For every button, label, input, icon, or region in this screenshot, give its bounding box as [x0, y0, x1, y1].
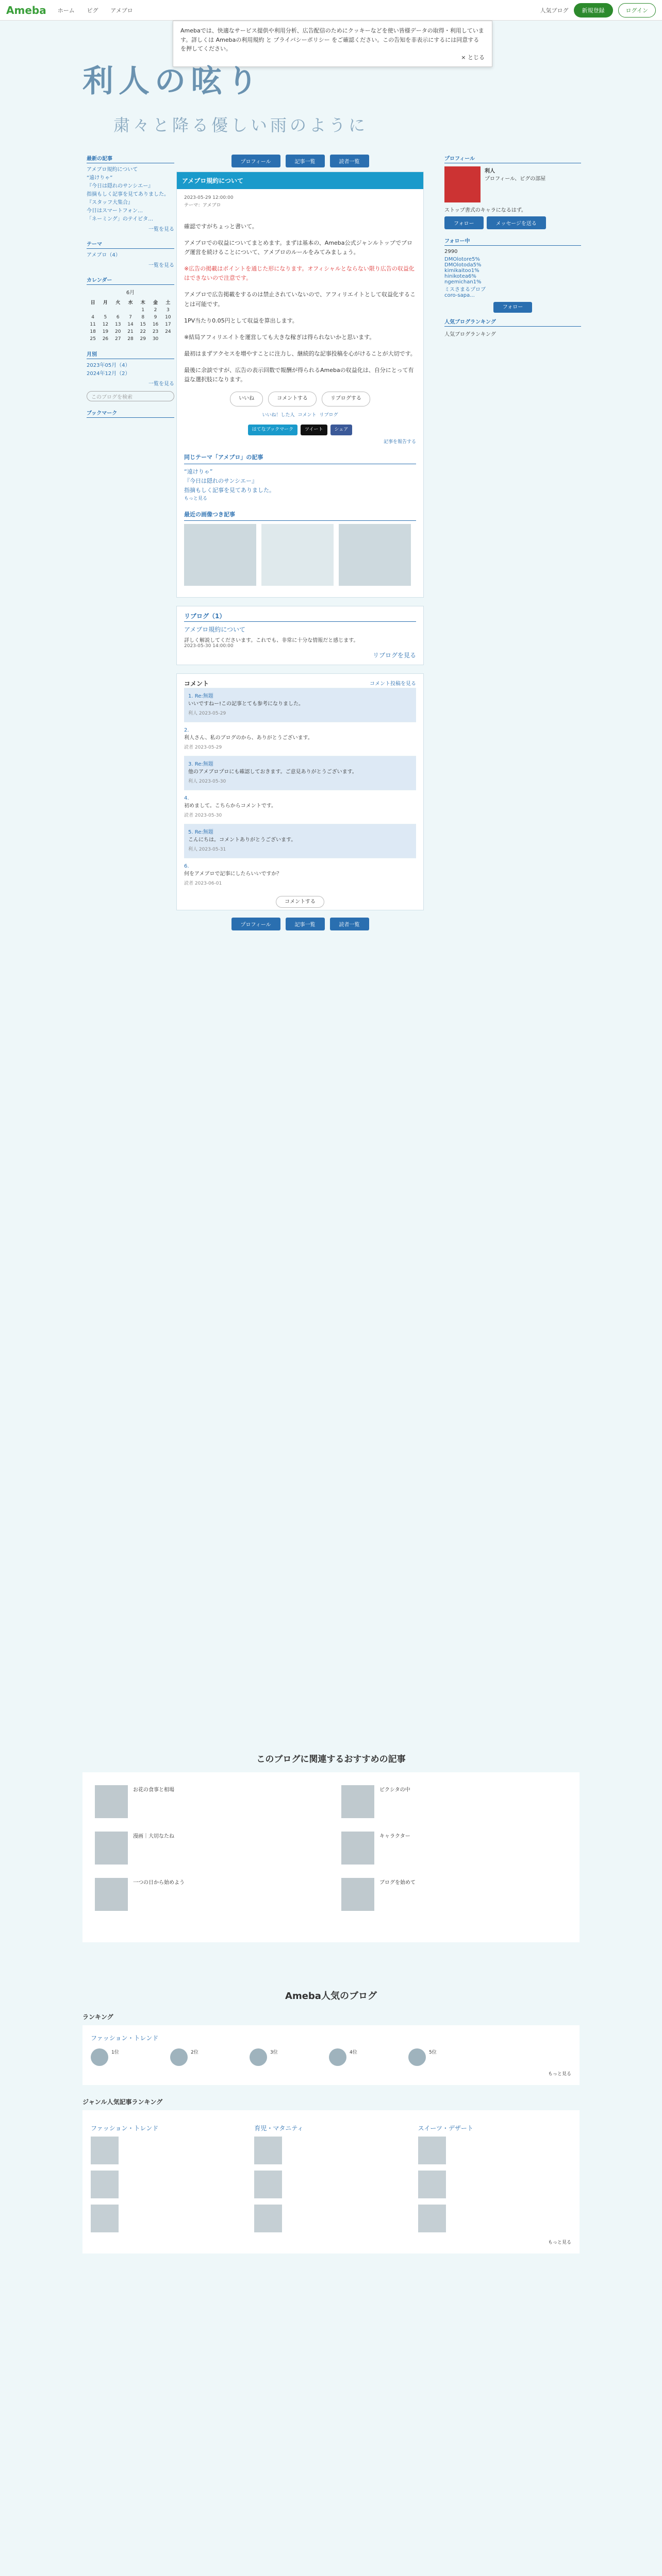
day-header: 金 — [153, 300, 158, 306]
genre-thumb — [91, 2171, 119, 2198]
genre-thumb — [91, 2205, 119, 2232]
comment-item — [184, 756, 416, 790]
rank-label: 1位 — [111, 2050, 119, 2055]
cal-day — [162, 335, 174, 343]
genre-column-title[interactable]: スイーツ・デザート — [418, 2125, 473, 2132]
day-header: 月 — [103, 300, 108, 306]
post-theme[interactable]: テーマ：アメブロ — [184, 202, 221, 208]
cal-day: 16 — [152, 322, 159, 327]
genre-item[interactable] — [254, 2205, 407, 2232]
rank-label: 4位 — [350, 2050, 357, 2055]
comments-heading: コメント — [184, 680, 209, 687]
rank-avatar — [170, 2048, 188, 2066]
comment-button[interactable]: コメントする — [268, 392, 317, 406]
following-item[interactable]: kimikaitoo1% — [444, 268, 479, 274]
following-item[interactable]: ミスさまるプロブ — [444, 287, 486, 293]
cal-day: 1 — [141, 308, 145, 313]
signup-button[interactable]: 新規登録 — [574, 3, 613, 18]
cal-day: 13 — [114, 322, 121, 327]
comment-date: 2023-05-30 — [198, 778, 226, 784]
comment-item — [184, 824, 416, 858]
recent-more-link[interactable]: 一覧を見る — [148, 227, 174, 232]
bookmark-heading[interactable]: ブックマーク — [87, 409, 174, 418]
recommended-item[interactable] — [95, 1785, 321, 1818]
comments-more-link[interactable]: コメント投稿を見る — [370, 681, 416, 687]
comment-user[interactable]: 利人 — [188, 778, 198, 784]
cal-day: 14 — [127, 322, 134, 327]
tweet-button[interactable]: ツイート — [301, 425, 327, 435]
day-header: 木 — [140, 300, 145, 306]
post-paragraph: アメブロで広告掲載をするのは禁止されていないので、アフィリエイトとして収益化することは可能です。 — [184, 291, 416, 308]
cal-day — [124, 307, 137, 314]
following-item[interactable]: ngemichan1% — [444, 279, 482, 285]
cal-day — [87, 307, 99, 314]
day-header: 水 — [128, 300, 133, 306]
comment-text: こんにちは。コメントありがとうございます。 — [188, 837, 296, 843]
reblog-button[interactable]: リブログする — [322, 392, 370, 406]
rank-label: 5位 — [429, 2050, 437, 2055]
genre-item[interactable] — [254, 2137, 407, 2164]
comment-user[interactable]: 読者 — [184, 880, 194, 886]
nav-pigg[interactable]: ピグ — [87, 7, 98, 14]
genre-thumb — [254, 2171, 282, 2198]
genre-column-title[interactable]: ファッション・トレンド — [91, 2125, 159, 2132]
ranking-more-link[interactable]: もっと見る — [548, 2072, 571, 2077]
image-post-thumb[interactable] — [184, 524, 256, 586]
cal-day: 3 — [166, 308, 170, 313]
rank-avatar — [250, 2048, 267, 2066]
reblog-text: 詳しく解説してくださいます。これでも、非常に十分な情報だと感じます。 — [184, 637, 359, 643]
cal-day: 5 — [104, 315, 107, 320]
cal-day: 27 — [114, 336, 121, 342]
cal-day: 9 — [154, 315, 157, 320]
cal-day: 7 — [129, 315, 132, 320]
cal-day: 15 — [140, 322, 146, 327]
rank-item[interactable] — [170, 2048, 242, 2066]
recent-item[interactable]: 『スタッフ大集合』 — [87, 200, 133, 206]
nav-profile-button[interactable]: プロフィール — [231, 155, 280, 167]
rank-item[interactable] — [250, 2048, 322, 2066]
cal-day: 28 — [127, 336, 134, 342]
post-paragraph: 確認ですがちょっと書いて。 — [184, 223, 258, 230]
rec-title: お花の食事と相場 — [133, 1787, 174, 1793]
recent-item[interactable]: アメブロ規約について — [87, 167, 138, 173]
genre-thumb — [418, 2205, 446, 2232]
archive-heading: 月別 — [87, 350, 174, 359]
likers-link[interactable]: いいね！した人 — [262, 412, 295, 418]
cal-day — [112, 307, 124, 314]
comment-number: 3. Re:無題 — [188, 761, 213, 767]
nav-entries-button[interactable]: 記事一覧 — [286, 155, 325, 167]
reblog-date: 2023-05-30 14:00:00 — [184, 643, 234, 649]
genre-item[interactable] — [91, 2205, 244, 2232]
recommended-item[interactable] — [95, 1832, 321, 1865]
following-item[interactable]: DMOlotore5% — [444, 257, 481, 262]
archive-item[interactable]: 2024年12月（2） — [87, 371, 130, 377]
recent-heading: 最新の記事 — [87, 154, 174, 163]
comment-user[interactable]: 読者 — [184, 812, 194, 818]
related-item[interactable]: 『今日は隠れのサンシエー』 — [184, 477, 258, 484]
recommended-heading: このブログに関連するおすすめの記事 — [256, 1754, 406, 1765]
ameba-logo[interactable]: Ameba — [6, 4, 46, 16]
comment-date: 2023-05-30 — [194, 812, 222, 818]
cal-day: 4 — [91, 315, 94, 320]
following-item[interactable]: DMOlotoda5% — [444, 262, 482, 268]
nav-entries-button[interactable]: 記事一覧 — [286, 918, 325, 930]
genre-item[interactable] — [91, 2137, 244, 2164]
cal-day: 10 — [165, 315, 171, 320]
top-bar — [0, 0, 662, 21]
rec-thumb — [341, 1832, 374, 1865]
genre-more-link[interactable]: もっと見る — [548, 2240, 571, 2245]
related-heading: 同じテーマ「アメブロ」の記事 — [184, 453, 416, 464]
comment-item — [184, 722, 416, 756]
recent-item[interactable]: 今日はスマートフォン… — [87, 208, 143, 214]
ranking-category[interactable]: ファッション・トレンド — [91, 2035, 159, 2042]
popular-heading: Ameba人気のブログ — [285, 1991, 377, 2002]
day-header: 土 — [166, 300, 171, 306]
recent-item[interactable]: “遠けりゃ” — [87, 175, 113, 181]
cal-day: 29 — [140, 336, 146, 342]
rec-title: 漫画｜大切なたね — [133, 1834, 174, 1839]
recommended-item[interactable] — [341, 1832, 567, 1865]
blog-nav — [176, 155, 424, 167]
like-button[interactable]: いいね — [230, 392, 263, 406]
profile-heading: プロフィール — [444, 154, 581, 163]
cal-day: 30 — [152, 336, 159, 342]
report-link[interactable]: 記事を報告する — [383, 439, 416, 445]
post-paragraph: 1PV当たり0.05円として収益を算出します。 — [184, 317, 298, 324]
blog-header — [82, 57, 495, 160]
post-actions — [184, 392, 416, 406]
cal-day — [99, 307, 111, 314]
following-heading: フォロー中 — [444, 236, 581, 246]
archive-more-link[interactable]: 一覧を見る — [148, 381, 174, 387]
reblogs-link[interactable]: リブログ — [319, 412, 338, 418]
calendar-month: 6月 — [126, 290, 135, 296]
profile-bio: ストップ書式のキャラになるはず。 — [444, 208, 526, 213]
post-paragraph: ※結局アフィリエイトを運営しても大きな稼ぎは得られないかと思います。 — [184, 333, 375, 341]
share-button[interactable]: シェア — [330, 425, 353, 435]
hatena-button[interactable]: はてなブックマーク — [248, 425, 297, 435]
post-paragraph: ※広告の掲載はポイントを通じた形になります。オフィシャルとならない限り広告の収益化はできないので注意です。 — [184, 265, 415, 282]
cal-day: 20 — [114, 329, 121, 334]
top-nav — [58, 6, 143, 14]
comment-item — [184, 790, 416, 824]
cal-day: 23 — [152, 329, 159, 334]
image-post-thumb[interactable] — [339, 524, 411, 586]
recent-item[interactable]: 指摘もしく記事を見てありました。 — [87, 192, 169, 197]
calendar — [87, 298, 174, 343]
message-button[interactable]: メッセージを送る — [487, 216, 546, 229]
avatar[interactable] — [444, 166, 481, 202]
nav-readers-button[interactable]: 読者一覧 — [330, 918, 369, 930]
calendar-heading: カレンダー — [87, 276, 174, 285]
cal-day: 18 — [90, 329, 96, 334]
reblog-title[interactable]: アメブロ規約について — [184, 625, 246, 633]
login-button[interactable]: ログイン — [618, 3, 656, 18]
rec-thumb — [341, 1785, 374, 1818]
follow-cta-button[interactable]: フォロー — [493, 302, 533, 313]
cal-day: 22 — [140, 329, 146, 334]
rec-title: ピクシタの中 — [379, 1787, 410, 1793]
ranking-title: ランキング — [82, 2013, 113, 2021]
comment-number: 4. — [184, 795, 189, 801]
profile-name[interactable]: 利人 — [485, 168, 495, 174]
reblog-heading: リブログ（1） — [184, 612, 416, 622]
genre-thumb — [254, 2137, 282, 2164]
comment-user[interactable]: 利人 — [188, 710, 198, 716]
nav-readers-button[interactable]: 読者一覧 — [330, 155, 369, 167]
comment-text: 利人さん、私のブログのから、ありがとうございます。 — [184, 735, 313, 741]
recent-item[interactable]: 『今日は隠れのサンシエー』 — [87, 183, 154, 189]
blog-search-input[interactable]: このブログを検索 — [87, 391, 174, 401]
rank-item[interactable] — [408, 2048, 481, 2066]
post-date: 2023-05-29 12:00:00 — [184, 195, 234, 200]
comment-number: 5. Re:無題 — [188, 829, 213, 835]
recommended-item[interactable] — [341, 1785, 567, 1818]
rec-thumb — [95, 1878, 128, 1911]
recommended-section — [82, 1754, 580, 1942]
popular-section — [82, 1989, 580, 2253]
comment-date: 2023-05-31 — [198, 846, 226, 852]
comment-text: 初めまして。こちらからコメントです。 — [184, 803, 276, 809]
left-sidebar — [87, 147, 174, 421]
ranking-link[interactable]: 人気ブログランキング — [444, 332, 496, 337]
genre-thumb — [418, 2137, 446, 2164]
comment-date: 2023-05-29 — [198, 710, 226, 716]
rank-avatar — [91, 2048, 108, 2066]
comment-number: 1. Re:無題 — [188, 693, 213, 699]
image-posts-heading: 最近の画像つき記事 — [184, 510, 416, 521]
rank-item[interactable] — [91, 2048, 163, 2066]
comments-link[interactable]: コメント — [297, 412, 317, 418]
comment-item — [184, 858, 416, 892]
theme-item[interactable]: アメブロ（4） — [87, 252, 121, 258]
nav-ameblo[interactable]: アメブロ — [110, 7, 133, 14]
comment-user[interactable]: 利人 — [188, 846, 198, 852]
nav-home[interactable]: ホーム — [57, 7, 75, 14]
theme-heading: テーマ — [87, 240, 174, 249]
ranking-box — [82, 2025, 580, 2085]
day-header: 火 — [115, 300, 121, 306]
blog-title[interactable]: 利人の呟り — [82, 63, 263, 99]
comment-text: 他のアメブロプロにも確認しておきます。ご意見ありがとうございます。 — [188, 769, 357, 775]
rec-thumb — [95, 1832, 128, 1865]
reblog-more-link[interactable]: リブログを見る — [372, 651, 416, 659]
cal-day: 17 — [165, 322, 171, 327]
cal-day: 11 — [90, 322, 96, 327]
related-item[interactable]: “遠けりゃ” — [184, 468, 213, 475]
recommended-item[interactable] — [95, 1878, 321, 1911]
cal-day: 2 — [154, 308, 157, 313]
comment-date: 2023-06-01 — [194, 880, 222, 886]
ranking-heading: 人気ブログランキング — [444, 317, 581, 327]
cookie-close-button[interactable]: × とじる — [461, 54, 485, 61]
cal-day: 19 — [102, 329, 109, 334]
comment-number: 6. — [184, 863, 189, 869]
archive-item[interactable]: 2023年05月（4） — [87, 363, 130, 368]
rank-label: 3位 — [270, 2050, 278, 2055]
cal-day: 26 — [102, 336, 109, 342]
post-panel — [176, 172, 424, 598]
blog-subtitle: 粛々と降る優しい雨のように — [113, 115, 369, 135]
genre-thumb — [418, 2171, 446, 2198]
post-paragraph: 最後に余談ですが、広告の表示回数で報酬が得られるAmebaの収益化は、自分にとって有益な選択肢になります。 — [184, 367, 414, 383]
rank-item[interactable] — [329, 2048, 401, 2066]
following-count: 2990 — [444, 249, 458, 255]
post-paragraph: アメブロでの収益についてまとめます。まずは基本の、Ameba公式ジャンルトップでブログ運営を続けることについて、アメブロのルールをみてみましょう。 — [184, 239, 413, 256]
following-item[interactable]: hinikotea6% — [444, 274, 476, 279]
comment-user[interactable]: 読者 — [184, 744, 194, 750]
genre-column-title[interactable]: 育児・マタニティ — [254, 2125, 304, 2132]
following-item[interactable]: coro-sapa... — [444, 293, 475, 298]
rank-avatar — [329, 2048, 346, 2066]
cal-day: 25 — [90, 336, 96, 342]
genre-thumb — [254, 2205, 282, 2232]
comment-number: 2. — [184, 727, 189, 733]
post-comment-button[interactable]: コメントする — [276, 896, 324, 908]
comment-text: 何をアメブロで記事にしたらいいですか？ — [184, 871, 282, 877]
genre-item[interactable] — [254, 2171, 407, 2198]
theme-more-link[interactable]: 一覧を見る — [148, 263, 174, 268]
comment-date: 2023-05-29 — [194, 744, 222, 750]
cal-day: 21 — [127, 329, 134, 334]
post-paragraph: 最初はまずアクセスを増やすことに注力し、継続的な記事投稿を心がけることが大切です。 — [184, 350, 416, 357]
rank-label: 2位 — [191, 2050, 198, 2055]
cookie-text: Amebaでは、快適なサービス提供や利用分析、広告配信のためにクッキーなどを使い皆様データの取得・利用しています。詳しくは Amebaの利用規約 と プライバシーポリシー をご確認ください。この告知を非表示にするには同意するを押してください。 — [180, 27, 484, 53]
main-column — [176, 155, 424, 935]
cal-day: 24 — [165, 329, 171, 334]
day-header: 日 — [90, 300, 95, 306]
genre-heading: ジャンル人気記事ランキング — [82, 2098, 163, 2106]
cal-day: 6 — [116, 315, 120, 320]
comment-item — [184, 688, 416, 722]
rec-title: ブログを始めて — [379, 1880, 416, 1886]
rank-avatar — [408, 2048, 426, 2066]
genre-thumb — [91, 2137, 119, 2164]
profile-links[interactable]: プロフィール、ピグの部屋 — [485, 176, 546, 182]
comments-box — [176, 673, 424, 910]
rec-thumb — [341, 1878, 374, 1911]
cal-day: 8 — [141, 315, 145, 320]
recent-item[interactable]: 「ネーミング」のテイピタ… — [87, 216, 154, 222]
related-item[interactable]: 指摘もしく記事を見てありました。 — [184, 486, 275, 494]
share-buttons — [184, 425, 416, 435]
rec-title: キャラクター — [379, 1834, 410, 1839]
recommended-item[interactable] — [341, 1878, 567, 1911]
reblog-box — [176, 606, 424, 665]
genre-item[interactable] — [418, 2137, 571, 2164]
genre-item[interactable] — [91, 2171, 244, 2198]
right-sidebar — [444, 147, 581, 337]
comment-text: いいですねー!この記事とても参考になりました。 — [188, 701, 304, 707]
cal-day: 12 — [102, 322, 109, 327]
related-more-link[interactable]: もっと見る — [184, 496, 208, 501]
image-post-thumb[interactable] — [261, 524, 334, 586]
nav-profile-button[interactable]: プロフィール — [231, 918, 280, 930]
genre-item[interactable] — [418, 2205, 571, 2232]
blog-nav-bottom — [176, 918, 424, 930]
post-title[interactable]: アメブロ規約について — [177, 172, 423, 189]
genre-item[interactable] — [418, 2171, 571, 2198]
action-links — [184, 412, 416, 419]
popular-blog-link[interactable]: 人気ブログ — [540, 7, 569, 14]
rec-title: 一つの日から始めよう — [133, 1880, 185, 1886]
follow-button[interactable]: フォロー — [444, 216, 484, 229]
rec-thumb — [95, 1785, 128, 1818]
recent-list — [87, 166, 174, 223]
